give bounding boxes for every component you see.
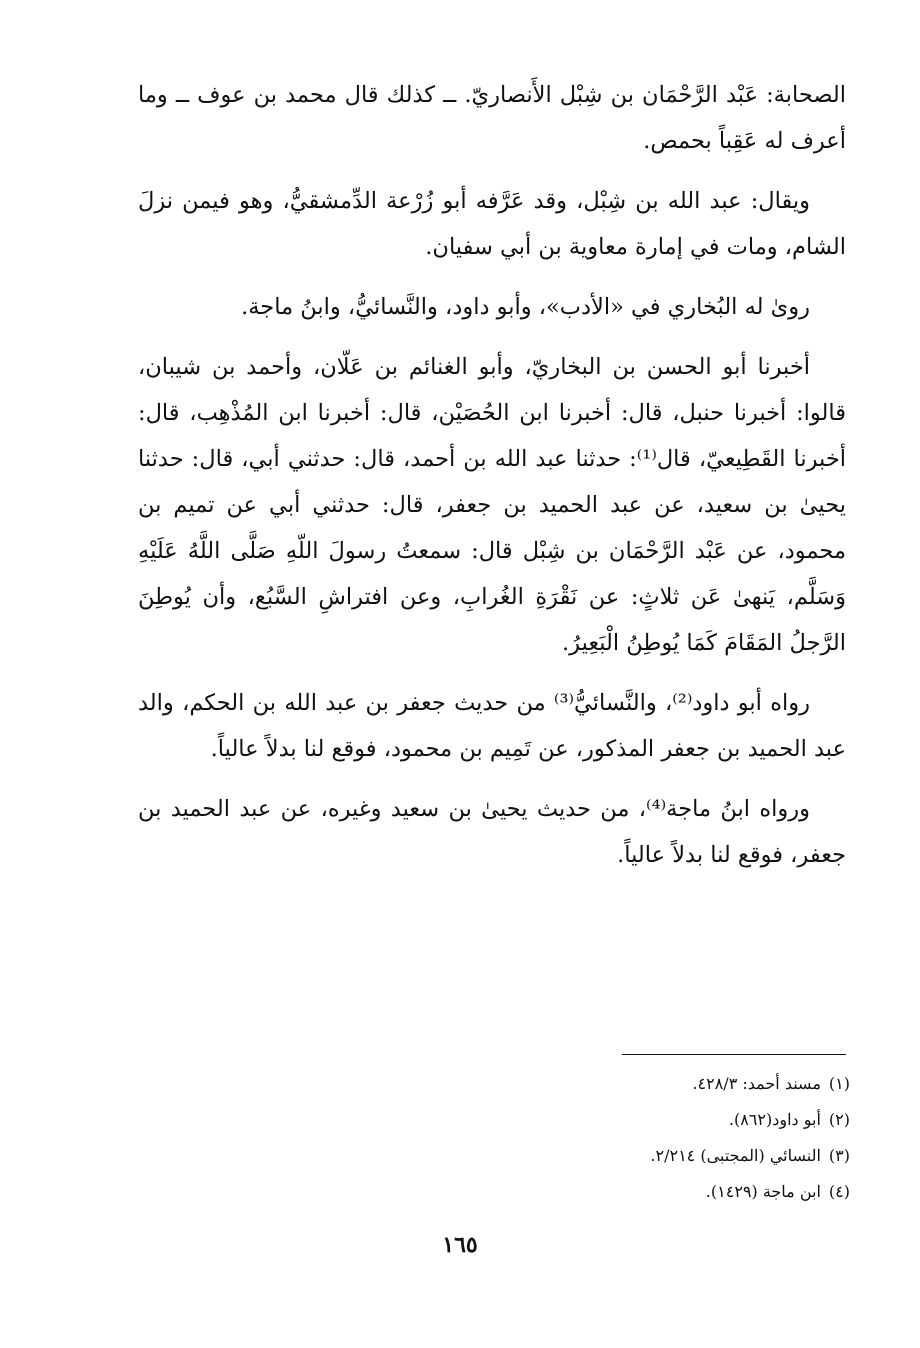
paragraph-companion-note: الصحابة: عَبْد الرَّحْمَان بن شِبْل الأَنصاريّ. ــ كذلك قال محمد بن عوف ــ وما أعرف له عَقِباً بحمص. bbox=[138, 82, 846, 154]
footnote-number: (٣) bbox=[828, 1146, 850, 1165]
footnote-number: (١) bbox=[828, 1074, 850, 1093]
footnote-number: (٤) bbox=[828, 1182, 850, 1201]
paragraph-abu-dawud-nasai: رواه أبو داود⁽²⁾، والنَّسائيُّ⁽³⁾ من حديث جعفر بن عبد الله بن الحكم، والد عبد الحميد بن جعفر المذكور، عن تَمِيم بن محمود، فوقع لنا بدلاً عالياً. bbox=[138, 690, 846, 762]
footnote-item bbox=[480, 1066, 850, 1102]
footnote-item bbox=[480, 1174, 850, 1210]
footnotes bbox=[480, 1066, 850, 1210]
footnote-text: مسند أحمد: ٤٢٨/٣. bbox=[692, 1074, 821, 1093]
footnote-text: ابن ماجة (١٤٢٩). bbox=[705, 1182, 821, 1201]
footnote-text: أبو داود(٨٦٢). bbox=[728, 1110, 821, 1129]
page-number: ١٦٥ bbox=[442, 1232, 478, 1258]
paragraph-hadith-chain: أخبرنا أبو الحسن بن البخاريّ، وأبو الغنائم بن عَلّان، وأحمد بن شيبان، قالوا: أخبرنا حنبل، قال: أخبرنا ابن الحُصَيْن، قال: أخبرنا ابن المُذْهِب، قال: أخبرنا القَطِيعيّ، قال⁽¹⁾: حدثنا عبد الله بن أحمد، قال: حدثني أبي، قال: حدثنا يحيىٰ بن سعيد، عن عبد الحميد بن جعفر، قال: حدثني أبي عن تميم بن محمود، عن عَبْد الرَّحْمَان بن شِبْل قال: سمعتُ رسولَ اللّهِ صَلَّى اللَّهُ عَلَيْهِ وَسَلَّم، يَنهىٰ عَن ثلاثٍ: عن نَقْرَةِ الغُرابِ، وعن افتراشِ السَّبُع، وأن يُوطِنَ الرَّجلُ المَقَامَ كَمَا يُوطِنُ الْبَعِيرُ. bbox=[138, 354, 846, 656]
paragraph-narrators: روىٰ له البُخاري في «الأدب»، وأبو داود، والنَّسائيُّ، وابنُ ماجة. bbox=[241, 294, 810, 320]
footnote-number: (٢) bbox=[828, 1110, 850, 1129]
paragraph-ibn-majah: ورواه ابنُ ماجة⁽⁴⁾، من حديث يحيىٰ بن سعيد وغيره، عن عبد الحميد بن جعفر، فوقع لنا بدلاً عالياً. bbox=[138, 796, 846, 868]
paragraph-alternate-name: ويقال: عبد الله بن شِبْل، وقد عَرَّفه أبو زُرْعة الدِّمشقيُّ، وهو فيمن نزلَ الشام، ومات في إمارة معاوية بن أبي سفيان. bbox=[138, 188, 846, 260]
footnote-divider bbox=[622, 1054, 846, 1055]
footnote-item bbox=[480, 1138, 850, 1174]
footnote-item bbox=[480, 1102, 850, 1138]
footnote-text: النسائي (المجتبى) ٢/٢١٤. bbox=[650, 1146, 821, 1165]
main-text bbox=[138, 72, 846, 892]
